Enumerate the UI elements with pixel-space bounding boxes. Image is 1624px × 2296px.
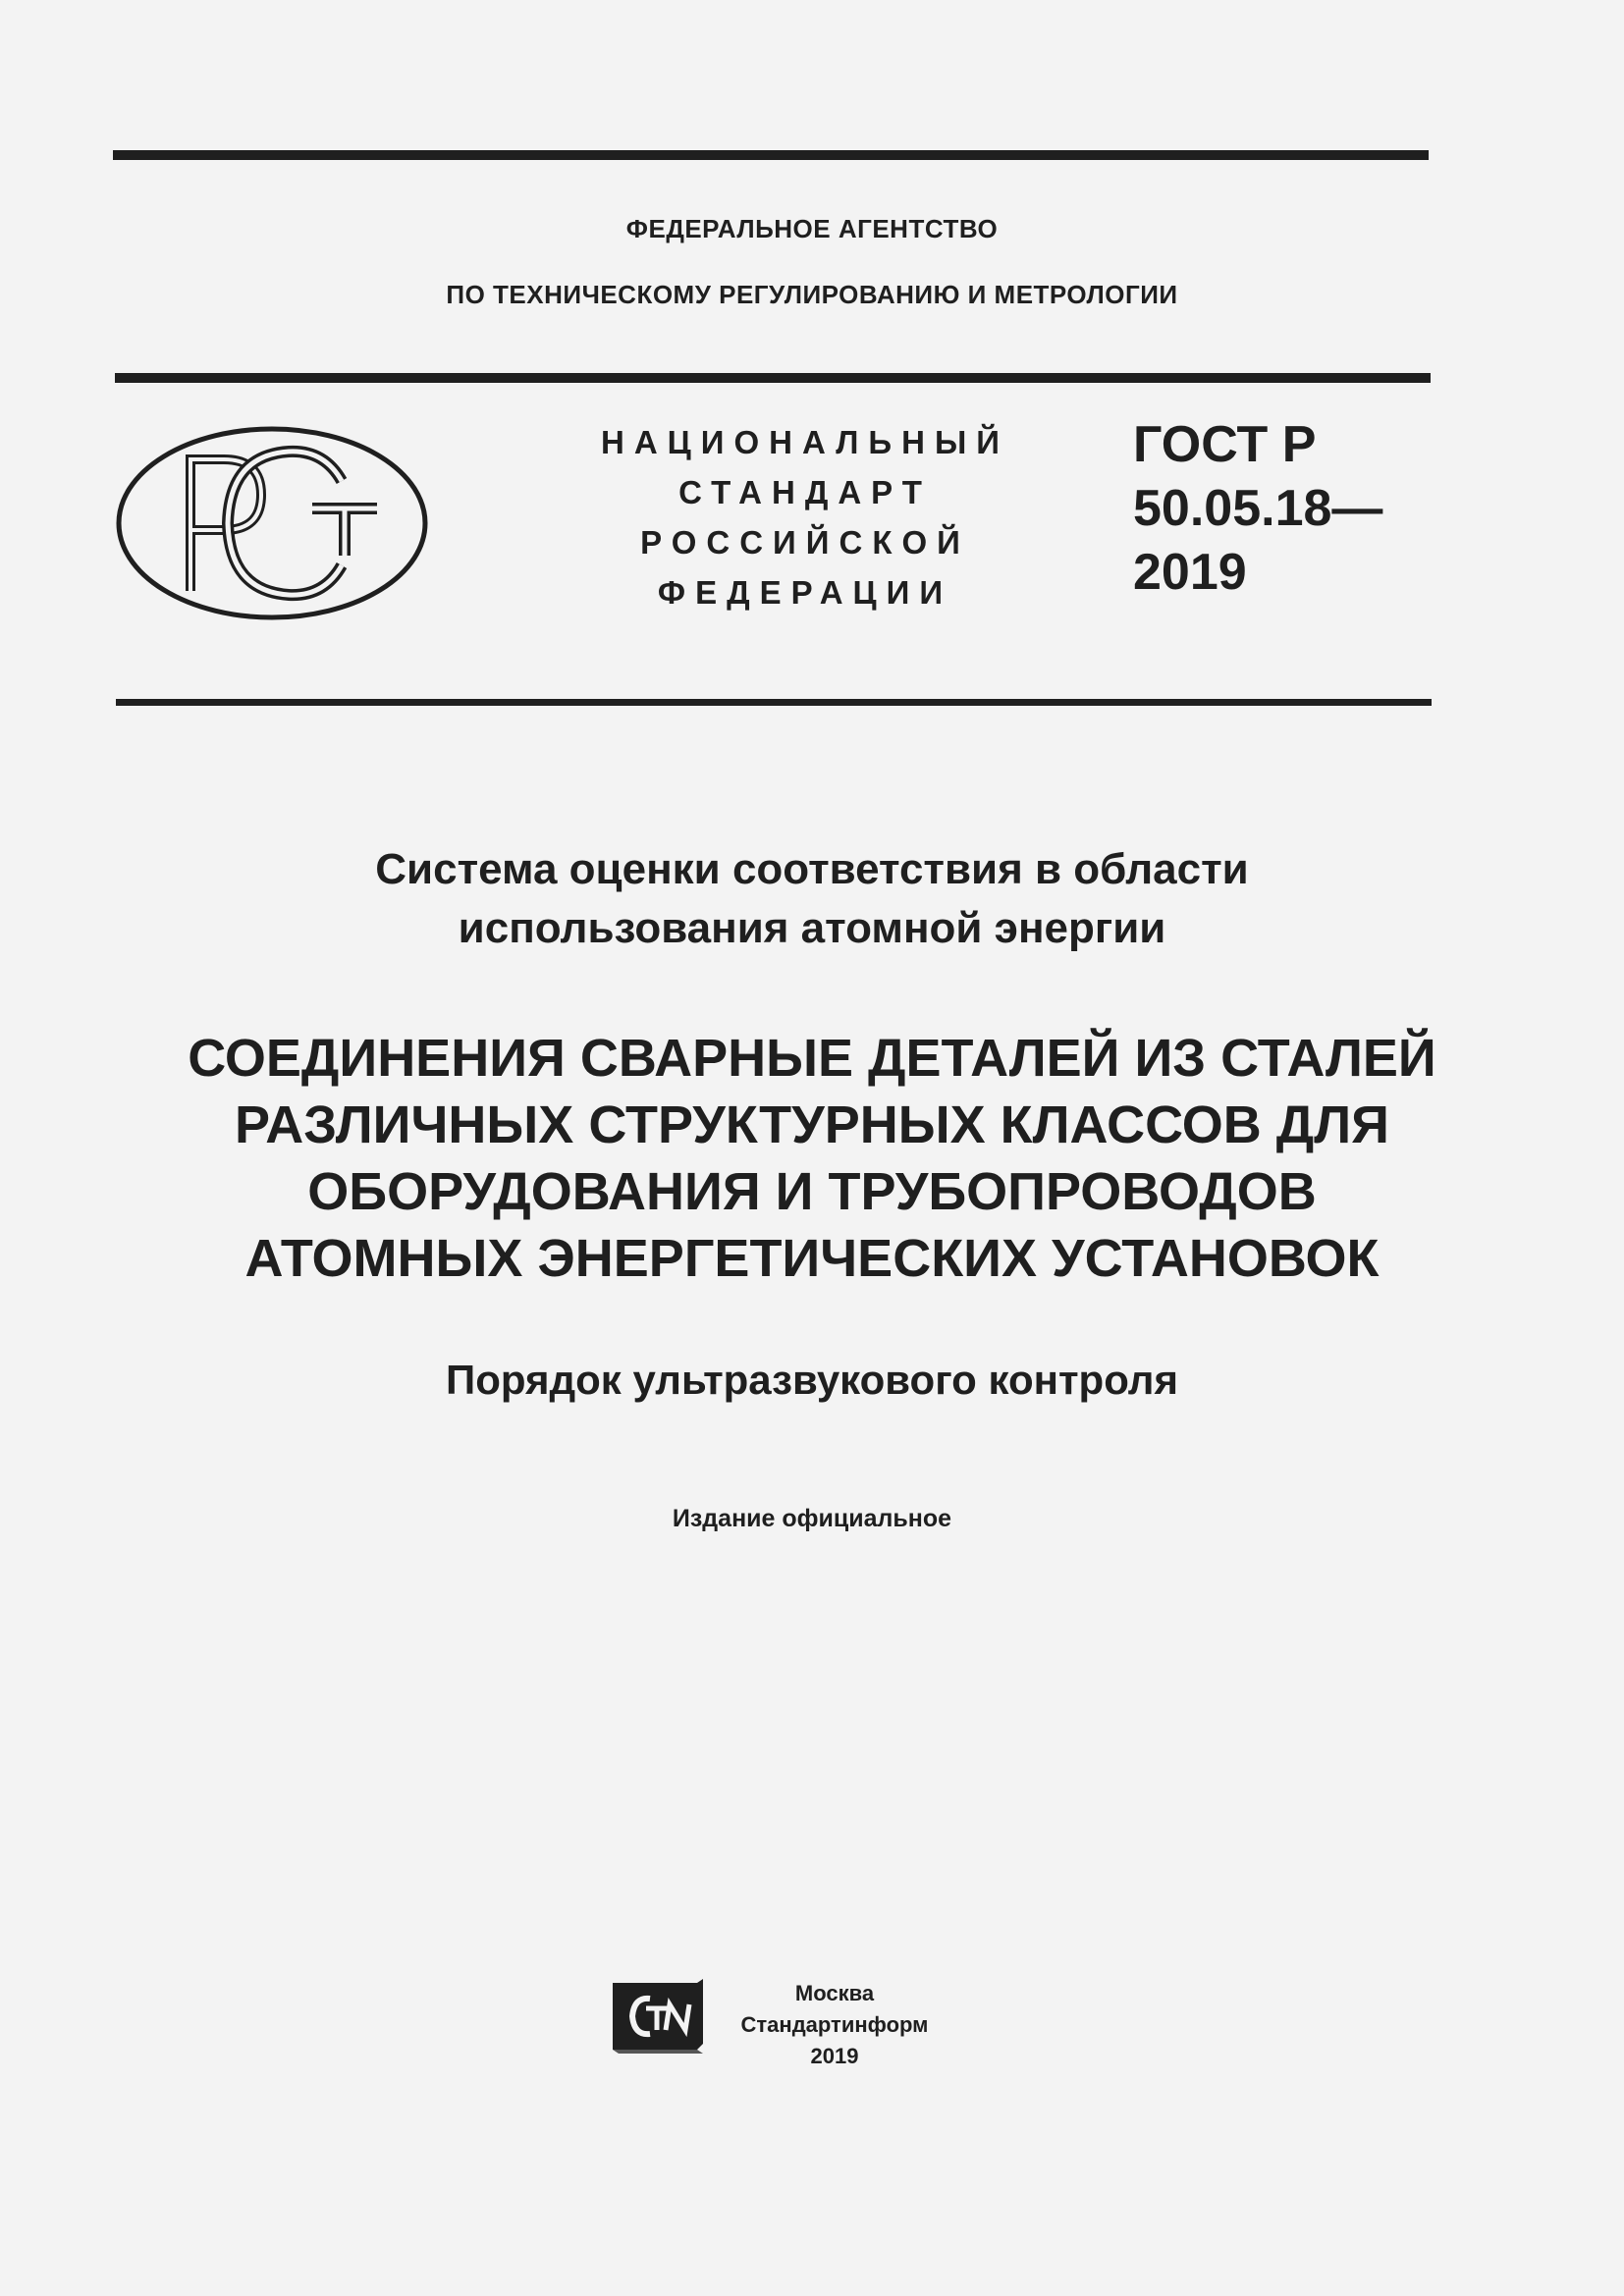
series-title-line-2: использования атомной энергии xyxy=(458,904,1166,952)
imprint-publisher: Стандартинформ xyxy=(740,2012,929,2037)
subtitle: Порядок ультразвукового контроля xyxy=(446,1357,1178,1403)
gost-number xyxy=(1133,413,1545,605)
gost-line: 50.05.18— xyxy=(1133,480,1383,537)
national-line: РОССИЙСКОЙ xyxy=(640,524,970,561)
edition-note: Издание официальное xyxy=(672,1505,952,1532)
gost-line: ГОСТ Р xyxy=(1133,416,1317,473)
national-standard-label xyxy=(550,417,1060,617)
standard-block-rule xyxy=(116,699,1432,706)
main-title-line-2: РАЗЛИЧНЫХ СТРУКТУРНЫХ КЛАССОВ ДЛЯ xyxy=(235,1095,1389,1154)
main-title-line-3: ОБОРУДОВАНИЯ И ТРУБОПРОВОДОВ xyxy=(307,1162,1317,1221)
main-title-line-4: АТОМНЫХ ЭНЕРГЕТИЧЕСКИХ УСТАНОВОК xyxy=(244,1229,1380,1288)
series-title-line-1: Система оценки соответствия в области xyxy=(375,845,1249,893)
standartinform-logo-icon xyxy=(611,1979,705,2054)
imprint xyxy=(717,1978,952,2072)
national-line: СТАНДАРТ xyxy=(678,474,932,510)
agency-line-2: ПО ТЕХНИЧЕСКОМУ РЕГУЛИРОВАНИЮ И МЕТРОЛОГИИ xyxy=(446,280,1178,309)
national-line: ФЕДЕРАЦИИ xyxy=(657,574,953,611)
imprint-city: Москва xyxy=(794,1981,875,2005)
agency-line-1: ФЕДЕРАЛЬНОЕ АГЕНТСТВО xyxy=(625,214,999,243)
imprint-year: 2019 xyxy=(810,2044,859,2068)
main-title-line-1: СОЕДИНЕНИЯ СВАРНЫЕ ДЕТАЛЕЙ ИЗ СТАЛЕЙ xyxy=(188,1029,1436,1088)
header-rule xyxy=(115,373,1431,383)
gost-line: 2019 xyxy=(1133,544,1247,601)
top-rule xyxy=(113,150,1429,160)
national-line: НАЦИОНАЛЬНЫЙ xyxy=(601,424,1009,460)
pct-certification-logo-icon xyxy=(114,424,430,622)
